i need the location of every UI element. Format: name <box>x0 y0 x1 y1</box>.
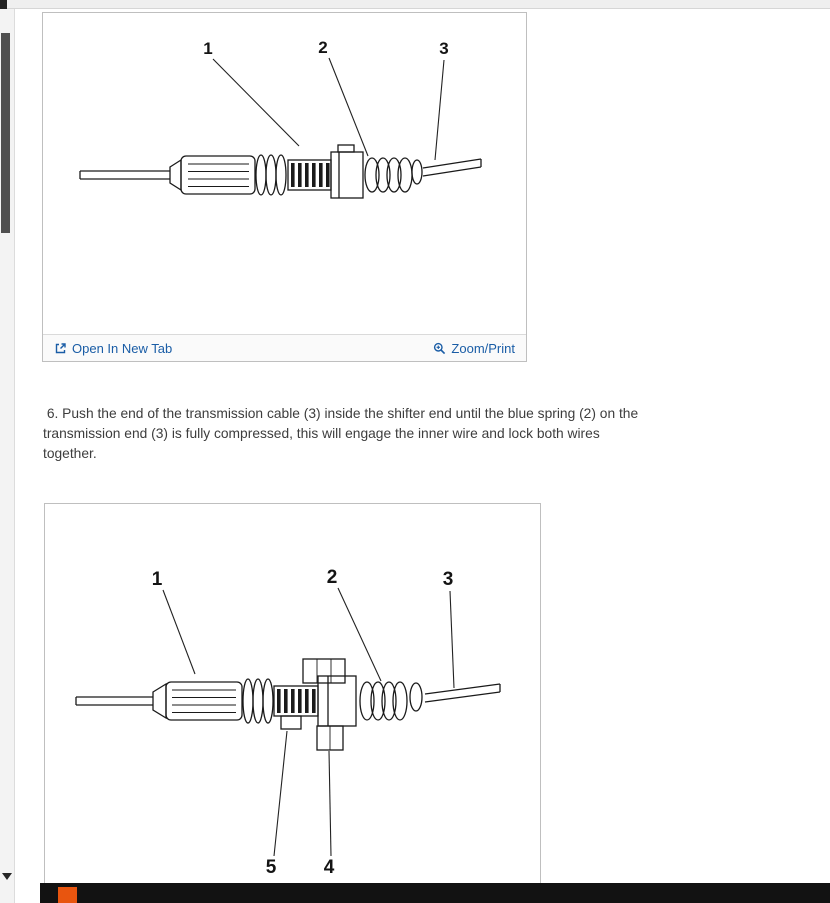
zoom-print-label: Zoom/Print <box>451 340 515 356</box>
zoom-print-link[interactable] <box>433 341 515 356</box>
instruction-line: together. <box>43 446 97 461</box>
figure-panel-1 <box>42 12 527 362</box>
fig2-callout-5: 5 <box>265 857 277 878</box>
callouts <box>152 567 454 878</box>
fig1-callout-3: 3 <box>439 39 449 58</box>
taskbar-app-icon[interactable] <box>58 887 77 903</box>
zoom-icon <box>433 342 446 355</box>
figure-panel-2 <box>44 503 541 895</box>
cable-right <box>423 159 481 176</box>
scrollbar-down-arrow-icon[interactable] <box>2 873 12 880</box>
fig1-callout-2: 2 <box>318 38 328 57</box>
cable-diagram-1 <box>43 13 526 335</box>
spring <box>360 682 422 720</box>
fig2-callout-1: 1 <box>151 569 163 590</box>
fig1-callout-1: 1 <box>203 39 213 58</box>
fig2-callout-2: 2 <box>326 567 338 588</box>
scrollbar-thumb[interactable] <box>1 33 10 233</box>
figure-toolbar <box>43 334 526 361</box>
connector-body <box>153 659 356 750</box>
open-in-new-tab-label: Open In New Tab <box>72 340 173 356</box>
instruction-line: 6. Push the end of the transmission cable (3) inside the shifter end until the blue spring (2) on the <box>43 406 639 421</box>
cable-diagram-2 <box>45 504 540 894</box>
open-in-new-tab-link[interactable] <box>54 341 172 356</box>
callouts <box>203 38 448 160</box>
left-scrollbar[interactable] <box>0 9 15 903</box>
open-in-new-icon <box>54 342 67 355</box>
instruction-line: transmission end (3) is fully compressed, this will engage the inner wire and lock both wires <box>43 426 600 441</box>
cable-left <box>76 697 153 705</box>
top-bar <box>0 0 830 9</box>
fig2-callout-4: 4 <box>323 857 335 878</box>
spring <box>365 158 422 192</box>
cable-right <box>425 684 500 702</box>
connector-body <box>170 145 363 198</box>
taskbar <box>40 883 830 903</box>
instruction-step-6 <box>43 404 638 464</box>
cable-left <box>80 171 170 179</box>
fig2-callout-3: 3 <box>442 569 454 590</box>
